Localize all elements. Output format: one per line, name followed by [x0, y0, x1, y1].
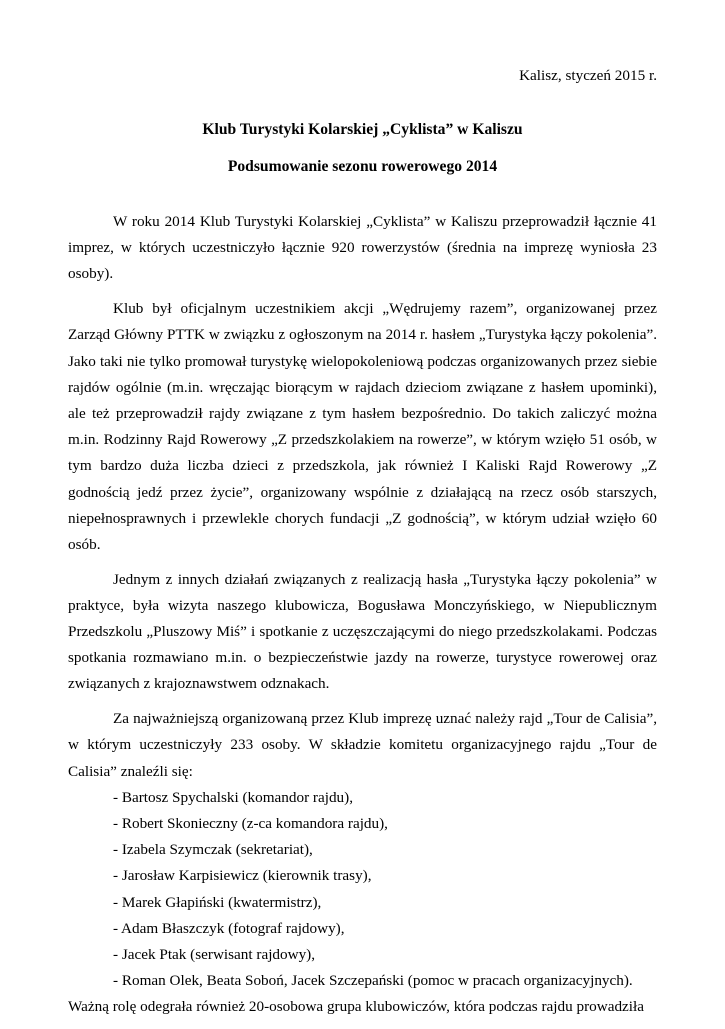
list-item: - Jarosław Karpisiewicz (kierownik trasy), [113, 867, 372, 885]
paragraph-action-participation: Klub był oficjalnym uczestnikiem akcji „Wędrujemy razem”, organizowanej przez Zarząd Główny PTTK w związku z ogłoszonym na 2014 r. hasłem „Turystyka łączy pokolenia”. Jako taki nie tylko promował turystykę wielopokoleniową podczas organizowanych przez siebie rajdów ogólnie (m.in. wręczając biorącym w rajdach dzieciom związane z hasłem upominki), ale też przeprowadził rajdy związane z tym hasłem bezpośrednio. Do takich zaliczyć można m.in. Rodzinny Rajd Rowerowy „Z przedszkolakiem na rowerze”, w którym wzięło 51 osób, w tym bardzo duża liczba dzieci z przedszkola, jak również I Kaliski Rajd Rowerowy „Z godnością jedź przez życie”, organizowany wspólnie z działającą na rzecz osób starszych, niepełnosprawnych i przewlekle chorych fundacji „Z godnością”, w którym udział wzięło 60 osób. [68, 300, 657, 553]
paragraph-tour-de-calisia: Za najważniejszą organizowaną przez Klub imprezę uznać należy rajd „Tour de Calisia”, w którym uczestniczyły 233 osoby. W składzie komitetu organizacyjnego rajdu „Tour de Calisia” znaleźli się: [68, 710, 657, 780]
list-item: - Marek Głapiński (kwatermistrz), [113, 893, 322, 911]
list-item: - Adam Błaszczyk (fotograf rajdowy), [113, 919, 345, 937]
committee-list [68, 785, 657, 995]
document-subtitle: Podsumowanie sezonu rowerowego 2014 [227, 158, 498, 175]
paragraph-summary: W roku 2014 Klub Turystyki Kolarskiej „Cyklista” w Kaliszu przeprowadził łącznie 41 imprez, w których uczestniczyło łącznie 920 rowerzystów (średnia na imprezę wyniosła 23 osoby). [68, 213, 657, 283]
list-item: - Roman Olek, Beata Soboń, Jacek Szczepański (pomoc w pracach organizacyjnych). [113, 972, 633, 990]
document-body [68, 209, 657, 1029]
document-date: Kalisz, styczeń 2015 r. [519, 67, 657, 84]
document-title: Klub Turystyki Kolarskiej „Cyklista” w Kaliszu [202, 121, 523, 138]
list-item: - Izabela Szymczak (sekretariat), [113, 841, 313, 859]
paragraph-kindergarten-visit: Jednym z innych działań związanych z realizacją hasła „Turystyka łączy pokolenia” w praktyce, była wizyta naszego klubowicza, Bogusława Monczyńskiego, w Niepublicznym Przedszkolu „Pluszowy Miś” i spotkanie z uczęszczającymi do niego przedszkolakami. Podczas spotkania rozmawiano m.in. o bezpieczeństwie jazdy na rowerze, turystyce rowerowej oraz związanych z krajoznawstwem odznakach. [68, 570, 657, 693]
list-item: - Jacek Ptak (serwisant rajdowy), [113, 945, 316, 963]
list-item: - Bartosz Spychalski (komandor rajdu), [113, 788, 353, 806]
list-item: - Robert Skonieczny (z-ca komandora rajdu), [113, 814, 388, 832]
paragraph-closing: Ważną rolę odegrała również 20-osobowa grupa klubowiczów, która podczas rajdu prowadziła [68, 998, 644, 1016]
